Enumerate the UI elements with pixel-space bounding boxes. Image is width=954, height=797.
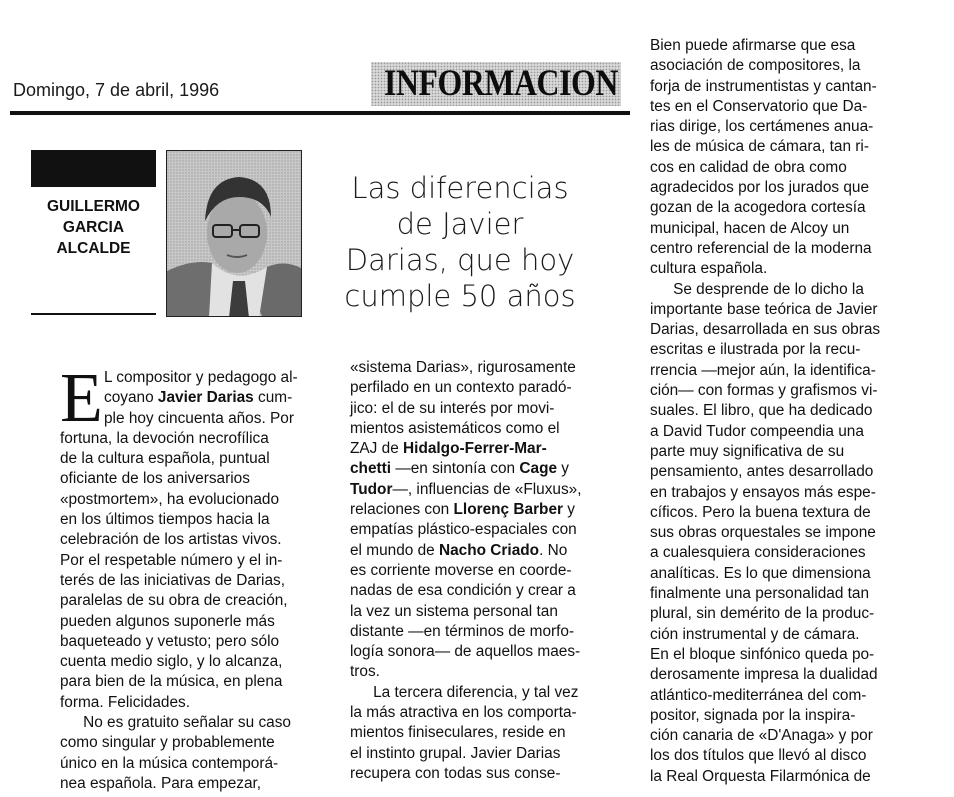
text-line <box>60 652 335 672</box>
text-line <box>60 530 335 550</box>
text-line <box>650 97 930 117</box>
text-run: celebración de los artistas vivos. <box>60 531 282 549</box>
text-line <box>350 419 625 439</box>
text-line <box>650 767 930 787</box>
text-run: Se desprende de lo dicho la <box>650 280 864 298</box>
text-run: derosamente impresa la dualidad <box>650 666 878 684</box>
text-run: asociación de compositores, la <box>650 57 861 75</box>
text-line <box>650 503 930 523</box>
text-run: . No <box>539 541 568 559</box>
text-line <box>60 774 335 794</box>
text-run: oficiante de los aniversarios <box>60 470 250 488</box>
text-line <box>650 56 930 76</box>
text-run: rrencia —mejor aún, la identifica- <box>650 361 876 379</box>
text-run: plural, sin demérito de la produc- <box>650 605 875 623</box>
text-line <box>350 561 625 581</box>
text-line <box>60 490 335 510</box>
text-line <box>350 581 625 601</box>
text-line <box>650 686 930 706</box>
article-column-3 <box>650 36 930 787</box>
text-line <box>650 178 930 198</box>
article-column-2 <box>350 358 625 784</box>
text-run: cuenta medio siglo, y lo alcanza, <box>60 653 283 671</box>
text-run: «postmortem», ha evolucionado <box>60 490 280 508</box>
text-run: como singular y probablemente <box>60 734 275 752</box>
text-run: municipal, hacen de Alcoy un <box>650 219 850 237</box>
text-run: a David Tudor compeendia una <box>650 422 864 440</box>
text-run: forja de instrumentistas y cantan- <box>650 77 877 95</box>
text-line <box>60 429 335 449</box>
text-run: atlántico-mediterránea del com- <box>650 686 867 704</box>
text-run: positor, signada por la inspira- <box>650 706 856 724</box>
bold-name: Tudor <box>350 480 393 498</box>
text-run: No es gratuito señalar su caso <box>60 714 291 732</box>
text-run: ple hoy cincuenta años. Por <box>104 409 294 427</box>
text-line <box>650 401 930 421</box>
text-line <box>350 662 625 682</box>
text-line <box>60 368 335 388</box>
headline <box>315 170 605 314</box>
text-line <box>350 723 625 743</box>
text-run: cíficos. Pero la buena textura de <box>650 503 871 521</box>
drop-cap: E <box>60 360 103 437</box>
text-run: finalmente una personalidad tan <box>650 585 870 603</box>
text-run: perfilado en un contexto paradó- <box>350 379 572 397</box>
text-run: para bien de la música, en plena <box>60 673 283 691</box>
text-run: la Real Orquesta Filarmónica de <box>650 767 871 785</box>
text-line <box>60 510 335 530</box>
bold-name: Llorenç Barber <box>453 501 564 519</box>
text-line <box>350 500 625 520</box>
text-run: único en la música contemporá- <box>60 754 279 772</box>
text-line <box>350 744 625 764</box>
text-line <box>350 439 625 459</box>
text-line <box>60 754 335 774</box>
text-line <box>650 280 930 300</box>
bold-name: Nacho Criado <box>439 541 540 559</box>
text-line <box>60 693 335 713</box>
text-run: «sistema Darias», rigurosamente <box>350 359 576 376</box>
text-line <box>350 541 625 561</box>
text-line <box>350 602 625 622</box>
headline-line: Las diferencias <box>351 171 569 205</box>
byline <box>31 196 156 259</box>
text-run: terés de las iniciativas de Darias, <box>60 571 285 589</box>
text-line <box>650 340 930 360</box>
headline-line: cumple 50 años <box>344 279 576 313</box>
text-line <box>650 300 930 320</box>
text-run: tros. <box>350 663 380 681</box>
text-run: La tercera diferencia, y tal vez <box>350 683 579 701</box>
text-line <box>650 259 930 279</box>
text-run: cos en calidad de obra como <box>650 158 847 176</box>
text-run: gozan de la acogedora cortesía <box>650 199 866 217</box>
section-title: INFORMACION <box>384 63 618 104</box>
text-line <box>60 632 335 652</box>
text-line <box>60 551 335 571</box>
text-run: les de música de cámara, tan ri- <box>650 138 869 156</box>
bold-name: chetti <box>350 460 392 478</box>
text-run: y <box>557 460 570 478</box>
text-run: ción instrumental y de cámara. <box>650 625 860 643</box>
text-run: forma. Felicidades. <box>60 693 191 711</box>
text-run: ción canaria de «D'Anaga» y por <box>650 727 873 745</box>
text-line <box>650 462 930 482</box>
text-line <box>650 665 930 685</box>
text-run: ZAJ de <box>350 440 404 458</box>
bold-name: Hidalgo-Ferrer-Mar- <box>403 440 547 458</box>
text-run: Darias, desarrollada en sus obras <box>650 321 881 339</box>
text-run: nea española. Para empezar, <box>60 774 262 792</box>
text-run: importante base teórica de Javier <box>650 300 878 318</box>
text-run: la vez un sistema personal tan <box>350 602 558 620</box>
text-line <box>650 442 930 462</box>
text-line <box>60 612 335 632</box>
text-run: paralelas de su obra de creación, <box>60 592 288 610</box>
text-run: es corriente moverse en coorde- <box>350 561 572 579</box>
text-run: recupera con todas sus conse- <box>350 764 561 782</box>
byline-bar <box>31 150 156 187</box>
byline-line: GUILLERMO <box>47 198 140 215</box>
author-photo <box>166 150 302 317</box>
text-line <box>650 564 930 584</box>
text-run: los dos títulos que llevó al disco <box>650 747 867 765</box>
text-line <box>350 399 625 419</box>
text-run: Por el respetable número y el in- <box>60 551 283 569</box>
text-run: L compositor y pedagogo al- <box>104 369 298 386</box>
text-run: parte muy significativa de su <box>650 442 845 460</box>
text-run: relaciones con <box>350 501 454 519</box>
text-run: —en sintonía con <box>391 460 520 478</box>
headline-line: de Javier <box>396 207 524 241</box>
text-line <box>650 483 930 503</box>
text-run: mientos finiseculares, reside en <box>350 724 566 742</box>
text-line <box>650 645 930 665</box>
text-line <box>650 584 930 604</box>
headline-line: Darias, que hoy <box>345 243 575 277</box>
text-line <box>650 36 930 56</box>
text-run: En el bloque sinfónico queda po- <box>650 645 875 663</box>
text-run: empatías plástico-espaciales con <box>350 521 577 539</box>
text-line <box>650 77 930 97</box>
text-line <box>650 523 930 543</box>
text-line <box>650 726 930 746</box>
byline-rule <box>31 313 156 315</box>
text-line <box>350 764 625 784</box>
article-column-1 <box>60 360 335 794</box>
text-line <box>350 642 625 662</box>
text-line <box>350 622 625 642</box>
text-line <box>350 480 625 500</box>
text-line <box>60 449 335 469</box>
text-run: pensamiento, antes desarrollado <box>650 463 874 481</box>
text-line <box>60 713 335 733</box>
text-line <box>650 320 930 340</box>
text-run: distante —en términos de morfo- <box>350 622 575 640</box>
text-line <box>650 117 930 137</box>
text-line <box>650 746 930 766</box>
text-run: el mundo de <box>350 541 439 559</box>
text-run: —, influencias de «Fluxus», <box>392 480 582 498</box>
dateline: Domingo, 7 de abril, 1996 <box>13 80 220 100</box>
text-line <box>650 361 930 381</box>
text-line <box>350 459 625 479</box>
text-run: mientos asistemáticos como el <box>350 419 560 437</box>
text-run: cum- <box>253 389 293 407</box>
text-run: y <box>563 501 575 519</box>
text-run: suales. El libro, que ha dedicado <box>650 402 873 420</box>
text-run: cultura española. <box>650 260 768 278</box>
text-run: centro referencial de la moderna <box>650 239 872 257</box>
author-photo-image <box>167 151 302 317</box>
bold-name: Cage <box>519 460 558 478</box>
text-run: nadas de esa condición y crear a <box>350 582 576 600</box>
text-line <box>60 672 335 692</box>
text-line <box>650 219 930 239</box>
text-run: de la cultura española, puntual <box>60 450 270 468</box>
text-run: agradecidos por los jurados que <box>650 179 870 197</box>
text-line <box>650 543 930 563</box>
text-line <box>350 703 625 723</box>
text-line <box>650 239 930 259</box>
text-run: ción— con formas y grafismos vi- <box>650 382 878 400</box>
text-run: fortuna, la devoción necrofílica <box>60 429 269 447</box>
text-line <box>350 683 625 703</box>
text-line <box>350 520 625 540</box>
bold-name: Javier Darias <box>157 389 254 407</box>
text-line <box>60 409 335 429</box>
header-rule <box>10 111 630 115</box>
text-line <box>650 604 930 624</box>
text-line <box>350 378 625 398</box>
byline-line: ALCALDE <box>56 240 131 257</box>
text-run: a cualesquiera consideraciones <box>650 544 866 562</box>
text-run: el instinto grupal. Javier Darias <box>350 744 561 762</box>
text-run: sus obras orquestales se impone <box>650 524 876 542</box>
text-run: rias dirige, los certámenes anua- <box>650 118 874 136</box>
text-line <box>60 733 335 753</box>
text-line <box>650 198 930 218</box>
text-run: pueden algunos suponerle más <box>60 612 275 630</box>
text-run: baqueteado y vetusto; pero sólo <box>60 632 280 650</box>
text-run: escritas e ilustrada por la recu- <box>650 341 861 359</box>
text-run: la más atractiva en los comporta- <box>350 704 577 722</box>
text-line <box>650 625 930 645</box>
text-line <box>60 591 335 611</box>
text-line <box>60 571 335 591</box>
text-line <box>60 388 335 408</box>
text-line <box>650 158 930 178</box>
text-run: analíticas. Es lo que dimensiona <box>650 564 871 582</box>
text-run: en trabajos y ensayos más espe- <box>650 483 876 501</box>
text-run: jico: el de su interés por movi- <box>350 399 555 417</box>
text-line <box>650 381 930 401</box>
text-line <box>60 469 335 489</box>
text-run: en los últimos tiempos hacia la <box>60 511 270 529</box>
text-run: logía sonora— de aquellos maes- <box>350 643 581 661</box>
text-run: tes en el Conservatorio que Da- <box>650 97 868 115</box>
text-run: coyano <box>104 389 158 407</box>
text-line <box>650 706 930 726</box>
text-run: Bien puede afirmarse que esa <box>650 37 856 54</box>
text-line <box>650 137 930 157</box>
text-line <box>650 422 930 442</box>
text-line <box>350 358 625 378</box>
byline-line: GARCIA <box>62 219 125 236</box>
